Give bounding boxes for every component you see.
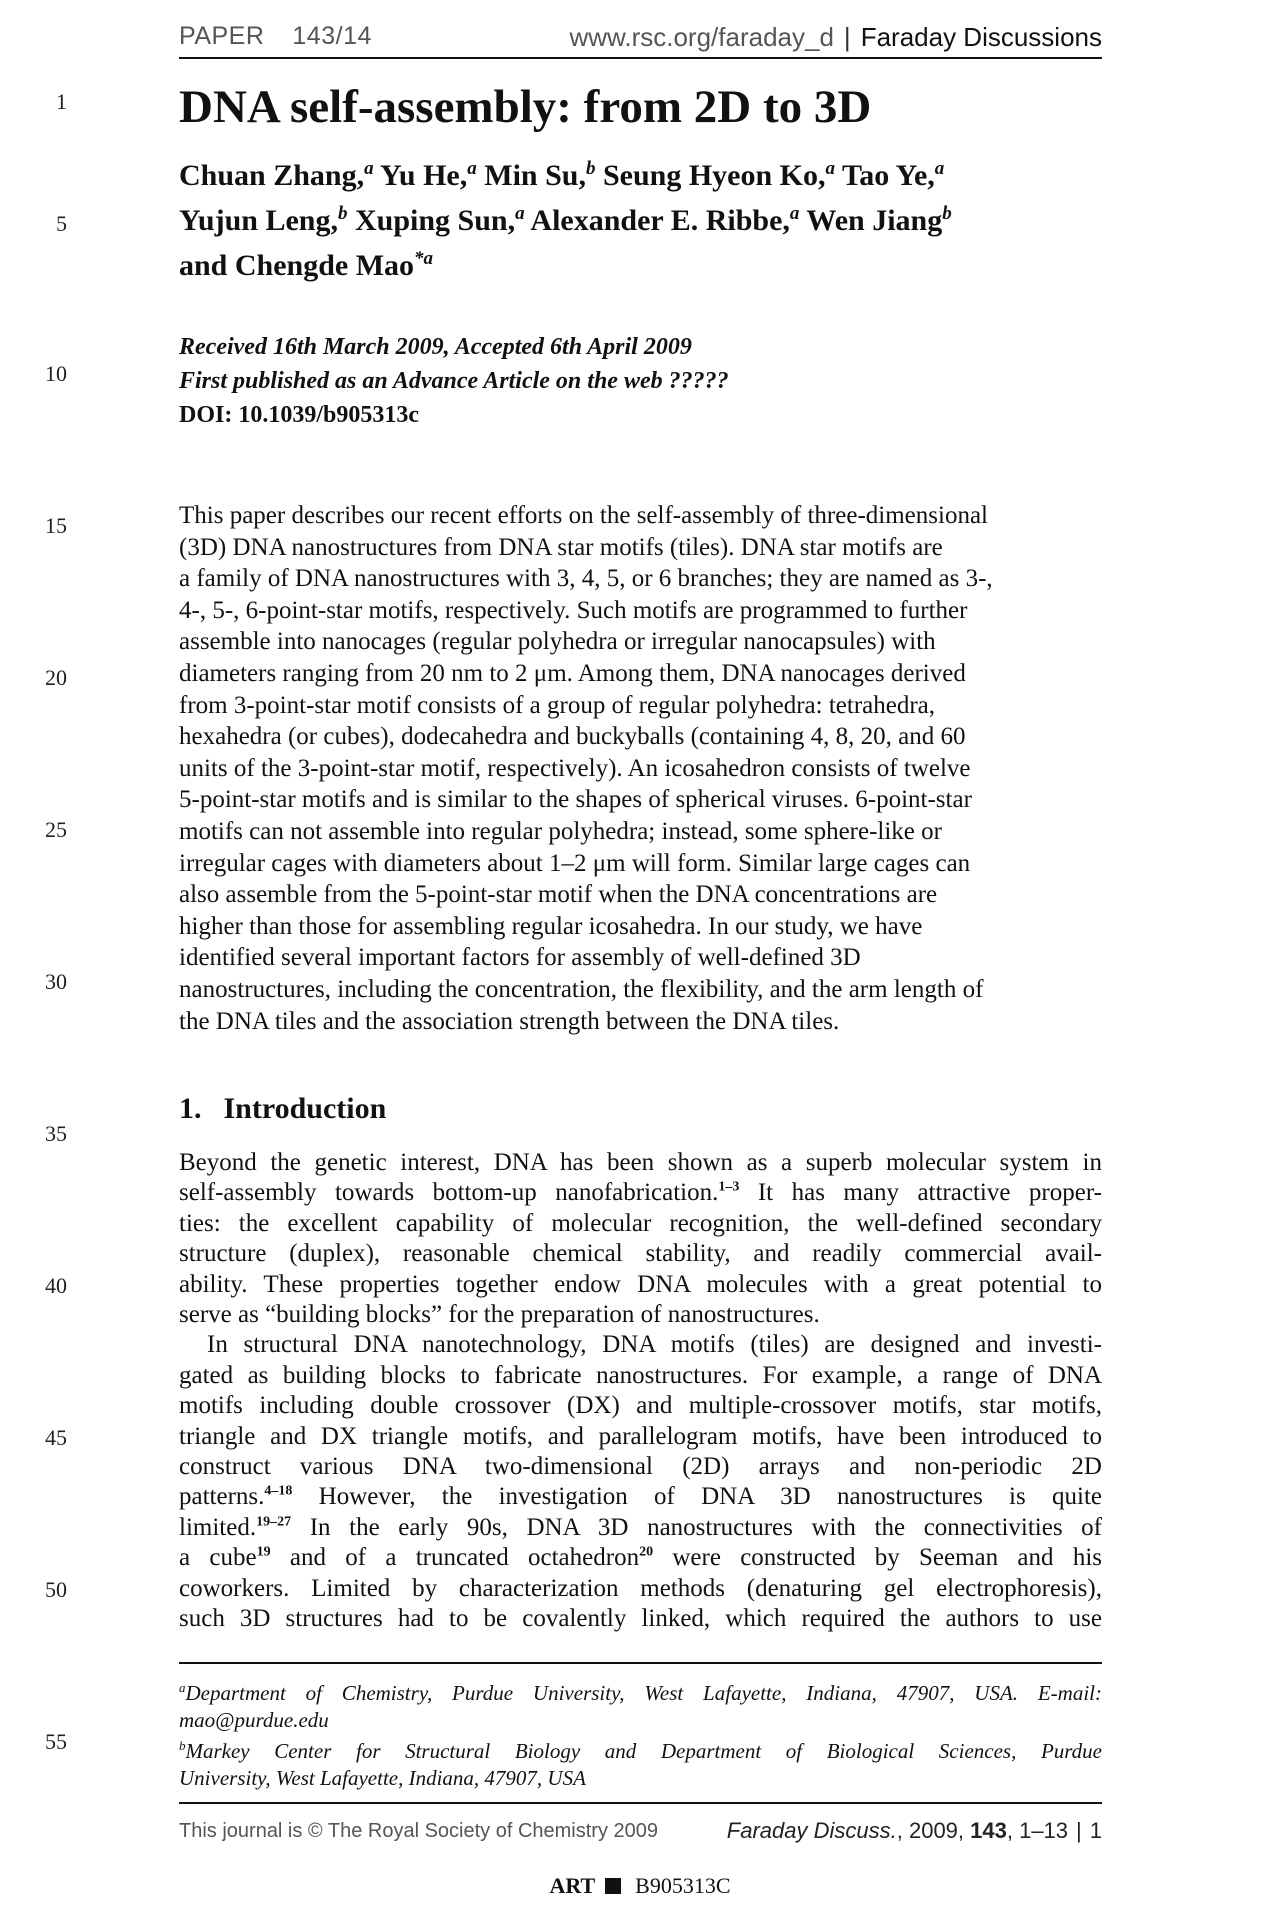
citation-footer: Faraday Discuss., 2009, 143, 1–13 | 1 — [726, 1818, 1102, 1843]
citation-ref[interactable]: 19 — [256, 1544, 271, 1560]
author-affiliation: *a — [414, 248, 434, 269]
body-text-segment: coworkers. Limited by characterization methods (denaturing gel electrophoresis), — [179, 1574, 1102, 1602]
author-name: Xuping Sun, — [347, 204, 516, 237]
citation-ref[interactable]: 20 — [639, 1544, 654, 1560]
author-name: and Chengde Mao — [179, 249, 415, 282]
body-line — [179, 1239, 1102, 1269]
abstract-line: This paper describes our recent efforts on the self-assembly of three-dimensional — [179, 502, 988, 529]
body-text-segment: and of a truncated octahedron — [270, 1544, 640, 1572]
author-name: Yujun Leng, — [179, 204, 338, 237]
section-heading — [179, 1092, 386, 1126]
author-affiliation: a — [467, 158, 477, 179]
journal-name: Faraday Discussions — [860, 22, 1102, 52]
line-number: 55 — [45, 1729, 67, 1754]
publication-info — [179, 330, 729, 432]
abstract-line: nanostructures, including the concentration, the flexibility, and the arm length of — [179, 975, 984, 1003]
abstract-line: assemble into nanocages (regular polyhedra or irregular nanocapsules) with — [179, 628, 936, 656]
art-code — [0, 1873, 1280, 1899]
line-number: 10 — [45, 361, 67, 386]
body-line — [179, 1361, 1102, 1391]
line-number: 15 — [45, 513, 67, 538]
author-affiliation: a — [364, 158, 374, 179]
abstract-line: a family of DNA nanostructures with 3, 4, 5, or 6 branches; they are named as 3-, — [179, 565, 993, 593]
footer-journal: Faraday Discuss. — [726, 1818, 897, 1843]
author-name: Min Su, — [476, 159, 586, 192]
body-text-segment: In the early 90s, DNA 3D nanostructures with the connectivities of — [291, 1513, 1102, 1541]
author-affiliation: a — [789, 203, 800, 224]
section-number: 1. — [179, 1092, 202, 1125]
body-text-segment: In structural DNA nanotechnology, DNA motifs (tiles) are designed and investi- — [207, 1331, 1102, 1359]
abstract-line: also assemble from the 5-point-star motif when the DNA concentrations are — [179, 881, 938, 909]
line-number: 35 — [45, 1121, 67, 1146]
line-number: 40 — [45, 1273, 67, 1298]
citation-ref[interactable]: 4–18 — [264, 1484, 293, 1500]
body-text-segment: were constructed by Seeman and his — [653, 1544, 1102, 1572]
citation-ref[interactable]: 19–27 — [256, 1514, 292, 1530]
received-date: Received 16th March 2009, Accepted 6th April 2009 — [179, 334, 692, 360]
body-text-segment: patterns. — [179, 1483, 265, 1511]
author-name: Chuan Zhang, — [179, 159, 365, 192]
art-label: ART — [549, 1873, 596, 1898]
body-text-segment: However, the investigation of DNA 3D nanostructures is quite — [292, 1483, 1102, 1511]
body-text-segment: structure (duplex), reasonable chemical stability, and readily commercial avail- — [179, 1240, 1102, 1268]
body-text-segment: It has many attractive proper- — [739, 1179, 1102, 1207]
author-affiliation: a — [934, 158, 945, 179]
body-line — [179, 1270, 1102, 1300]
footnote-email[interactable]: mao@purdue.edu — [179, 1707, 329, 1732]
doi[interactable]: DOI: 10.1039/b905313c — [179, 402, 419, 428]
citation-ref[interactable]: 1–3 — [718, 1180, 740, 1196]
author-name: Alexander E. Ribbe, — [524, 204, 790, 237]
body-line — [179, 1178, 1102, 1208]
author-affiliation: a — [825, 158, 836, 179]
line-number: 1 — [56, 89, 67, 114]
body-text-segment: ability. These properties together endow DNA molecules with a great potential to — [179, 1270, 1102, 1298]
author-name: Yu He, — [373, 159, 468, 192]
abstract-line: motifs can not assemble into regular polyhedra; instead, some sphere-like or — [179, 817, 942, 845]
line-number: 20 — [45, 665, 67, 690]
body-line — [179, 1482, 1102, 1512]
abstract-line: diameters ranging from 20 nm to 2 μm. Among them, DNA nanocages derived — [179, 659, 966, 687]
footnote-line: $^a$Department of Chemistry, Purdue University, West Lafayette, Indiana, 47907, USA. E-mail: — [179, 1680, 1102, 1705]
body-text-segment: self-assembly towards bottom-up nanofabrication. — [179, 1179, 719, 1207]
square-icon — [605, 1878, 621, 1894]
footnote-rule — [179, 1662, 1102, 1664]
footer-volume: 143 — [970, 1818, 1007, 1843]
line-number: 50 — [45, 1577, 67, 1602]
body-line — [179, 1300, 1102, 1330]
author-line — [179, 150, 1079, 195]
footer-rule — [179, 1802, 1102, 1804]
line-number: 5 — [56, 211, 67, 236]
paper-number: 143/14 — [292, 22, 372, 50]
page-number: 1 — [1089, 1818, 1102, 1843]
body-line — [179, 1391, 1102, 1421]
journal-url[interactable]: www.rsc.org/faraday_d — [569, 22, 834, 52]
abstract-line: 4-, 5-, 6-point-star motifs, respectively. Such motifs are programmed to further — [179, 596, 968, 624]
body-line — [179, 1452, 1102, 1482]
body-line — [179, 1513, 1102, 1543]
abstract-line: identified several important factors for assembly of well-defined 3D — [179, 944, 861, 972]
line-number: 45 — [45, 1425, 67, 1450]
paper-title: DNA self-assembly: from 2D to 3D — [179, 81, 872, 133]
footer-separator: | — [1076, 1818, 1082, 1843]
header-rule — [179, 57, 1102, 59]
line-number: 30 — [45, 969, 67, 994]
abstract-line: the DNA tiles and the association strength between the DNA tiles. — [179, 1007, 840, 1035]
line-number: 25 — [45, 817, 67, 842]
footnote-line — [179, 1707, 1102, 1734]
body-text-segment: serve as “building blocks” for the preparation of nanostructures. — [179, 1301, 820, 1329]
author-affiliation: a — [515, 203, 525, 224]
author-affiliation: b — [337, 203, 348, 224]
abstract-line: 5-point-star motifs and is similar to the shapes of spherical viruses. 6-point-star — [179, 786, 972, 814]
header-separator: | — [843, 22, 851, 52]
author-line — [179, 195, 1079, 240]
body-text-segment: such 3D structures had to be covalently linked, which required the authors to use — [179, 1605, 1102, 1633]
author-name: Tao Ye, — [835, 159, 935, 192]
abstract-line: hexahedra (or cubes), dodecahedra and buckyballs (containing 4, 8, 20, and 60 — [179, 723, 966, 751]
footnote-mark: b — [179, 1738, 186, 1753]
abstract — [179, 500, 1102, 1037]
body-text-segment: limited. — [179, 1513, 257, 1541]
section-title: Introduction — [223, 1092, 387, 1125]
body-text-segment: Beyond the genetic interest, DNA has been shown as a superb molecular system in — [179, 1149, 1102, 1176]
abstract-line: (3D) DNA nanostructures from DNA star motifs (tiles). DNA star motifs are — [179, 533, 943, 561]
body-line — [179, 1209, 1102, 1239]
author-list — [179, 150, 1079, 285]
copyright-notice: This journal is © The Royal Society of Chemistry 2009 — [179, 1820, 659, 1842]
body-line — [179, 1604, 1102, 1634]
abstract-line: from 3-point-star motif consists of a group of regular polyhedra: tetrahedra, — [179, 691, 936, 719]
body-text-segment: motifs including double crossover (DX) and multiple-crossover motifs, star motifs, — [179, 1392, 1102, 1420]
abstract-line: irregular cages with diameters about 1–2 μm will form. Similar large cages can — [179, 849, 971, 877]
paper-type: PAPER — [179, 22, 265, 50]
body-text-segment: ties: the excellent capability of molecular recognition, the well-defined secondary — [179, 1209, 1102, 1237]
author-name: Seung Hyeon Ko, — [595, 159, 826, 192]
abstract-line: units of the 3-point-star motif, respectively). An icosahedron consists of twelve — [179, 754, 971, 782]
footnote-mark: a — [179, 1680, 186, 1695]
body-text — [179, 1148, 1102, 1635]
body-line — [179, 1148, 1102, 1178]
body-line — [179, 1574, 1102, 1604]
body-text-segment: a cube — [179, 1544, 257, 1572]
journal-header — [569, 22, 1102, 53]
paper-label-header — [179, 22, 372, 51]
first-published: First published as an Advance Article on the web ????? — [179, 368, 729, 394]
affiliations-footnotes — [179, 1675, 1102, 1791]
footnote-line: University, West Lafayette, Indiana, 47907, USA — [179, 1765, 586, 1790]
author-line — [179, 240, 1079, 285]
body-line — [179, 1422, 1102, 1452]
author-name: Wen Jiang — [799, 204, 943, 237]
body-text-segment: gated as building blocks to fabricate nanostructures. For example, a range of DNA — [179, 1361, 1102, 1389]
body-line — [179, 1330, 1102, 1360]
body-text-segment: construct various DNA two-dimensional (2D) arrays and non-periodic 2D — [179, 1453, 1102, 1481]
author-affiliation: b — [585, 158, 596, 179]
body-line — [179, 1543, 1102, 1573]
author-affiliation: b — [942, 203, 952, 224]
body-text-segment: triangle and DX triangle motifs, and parallelogram motifs, have been introduced to — [179, 1422, 1102, 1450]
art-identifier: B905313C — [635, 1873, 731, 1898]
footnote-line: $^b$Markey Center for Structural Biology and Department of Biological Sciences, Purdue — [179, 1738, 1102, 1763]
abstract-line: higher than those for assembling regular icosahedra. In our study, we have — [179, 912, 923, 940]
